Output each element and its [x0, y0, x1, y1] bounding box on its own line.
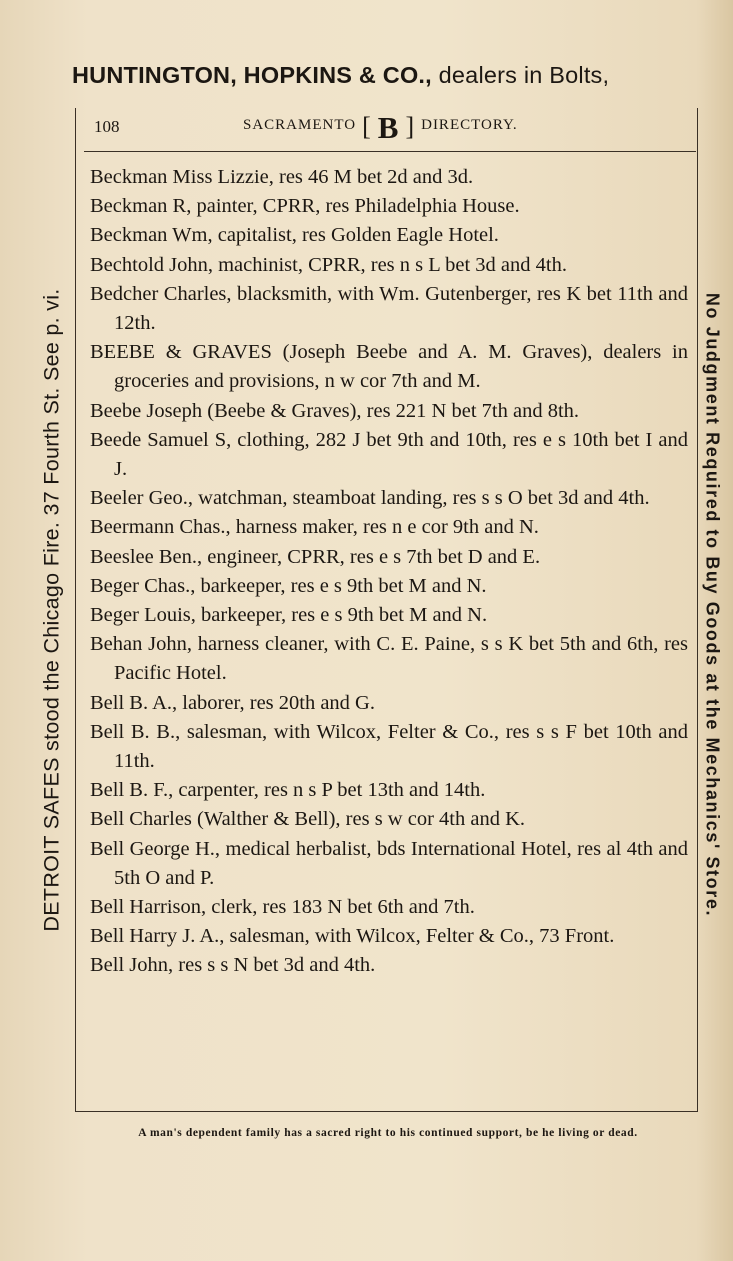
directory-entry: Bell John, res s s N bet 3d and 4th.	[90, 954, 376, 977]
bottom-border-rule	[75, 1111, 698, 1112]
directory-entry: Bell Harry J. A., salesman, with Wilcox, Felter & Co., 73 Front.	[90, 925, 615, 948]
directory-entry: Bell B. A., laborer, res 20th and G.	[90, 691, 375, 714]
directory-entry: Beger Chas., barkeeper, res e s 9th bet M and N.	[90, 574, 487, 597]
directory-entry: Beckman Miss Lizzie, res 46 M bet 2d and 3d.	[90, 166, 474, 188]
advertising-banner	[72, 62, 712, 89]
page-number: 108	[94, 117, 120, 136]
directory-entry: Beeler Geo., watchman, steamboat landing, res s s O bet 3d and 4th.	[90, 487, 650, 510]
directory-entry: Bell B. F., carpenter, res n s P bet 13th and 14th.	[90, 779, 486, 802]
directory-entry: Beger Louis, barkeeper, res e s 9th bet M and N.	[90, 604, 488, 627]
running-head-city: SACRAMENTO	[243, 117, 357, 133]
close-bracket: ]	[405, 111, 416, 141]
firm-name: HUNTINGTON, HOPKINS & CO.,	[72, 62, 432, 88]
footer-motto: A man's dependent family has a sacred right to his continued support, be he living or dead.	[138, 1127, 638, 1139]
directory-entry: Bell George H., medical herbalist, bds International Hotel, res al 4th and 5th O and P.	[90, 837, 688, 889]
directory-entries	[90, 163, 688, 981]
open-bracket: [	[362, 111, 372, 141]
header-rule	[84, 151, 696, 152]
directory-entry: Beebe Joseph (Beebe & Graves), res 221 N bet 7th and 8th.	[90, 399, 580, 422]
directory-entry: Beckman R, painter, CPRR, res Philadelphia House.	[90, 195, 520, 218]
right-margin-advertisement: No Judgment Required to Buy Goods at the Mechanics' Store.	[702, 292, 723, 918]
directory-entry: Beermann Chas., harness maker, res n e cor 9th and N.	[90, 516, 539, 539]
directory-entry: Bedcher Charles, blacksmith, with Wm. Gutenberger, res K bet 11th and 12th.	[90, 282, 688, 335]
directory-entry: Bell Charles (Walther & Bell), res s w cor 4th and K.	[90, 808, 526, 831]
directory-entry: Bechtold John, machinist, CPRR, res n s L bet 3d and 4th.	[90, 253, 567, 276]
directory-entry: Bell B. B., salesman, with Wilcox, Felter & Co., res s s F bet 10th and 11th.	[90, 720, 688, 773]
directory-entry: Beede Samuel S, clothing, 282 J bet 9th and 10th, res e s 10th bet I and J.	[90, 428, 688, 481]
directory-entry: Beckman Wm, capitalist, res Golden Eagle Hotel.	[90, 224, 499, 247]
running-head-word: DIRECTORY.	[421, 117, 518, 133]
directory-entry: Behan John, harness cleaner, with C. E. Paine, s s K bet 5th and 6th, res Pacific Hotel.	[90, 633, 688, 685]
directory-entry: BEEBE & GRAVES (Joseph Beebe and A. M. Graves), dealers in groceries and provisions, n w cor 7th and M.	[90, 341, 688, 393]
section-letter: B	[377, 109, 400, 145]
directory-entry: Bell Harrison, clerk, res 183 N bet 6th and 7th.	[90, 896, 475, 919]
directory-entry: Beeslee Ben., engineer, CPRR, res e s 7th bet D and E.	[90, 545, 541, 568]
left-border-rule	[75, 108, 76, 1112]
running-head	[243, 109, 518, 145]
banner-tail: dealers in Bolts,	[438, 62, 610, 88]
left-margin-advertisement: DETROIT SAFES stood the Chicago Fire. 37 Fourth St. See p. vi.	[39, 288, 64, 932]
right-border-rule	[697, 108, 698, 1112]
